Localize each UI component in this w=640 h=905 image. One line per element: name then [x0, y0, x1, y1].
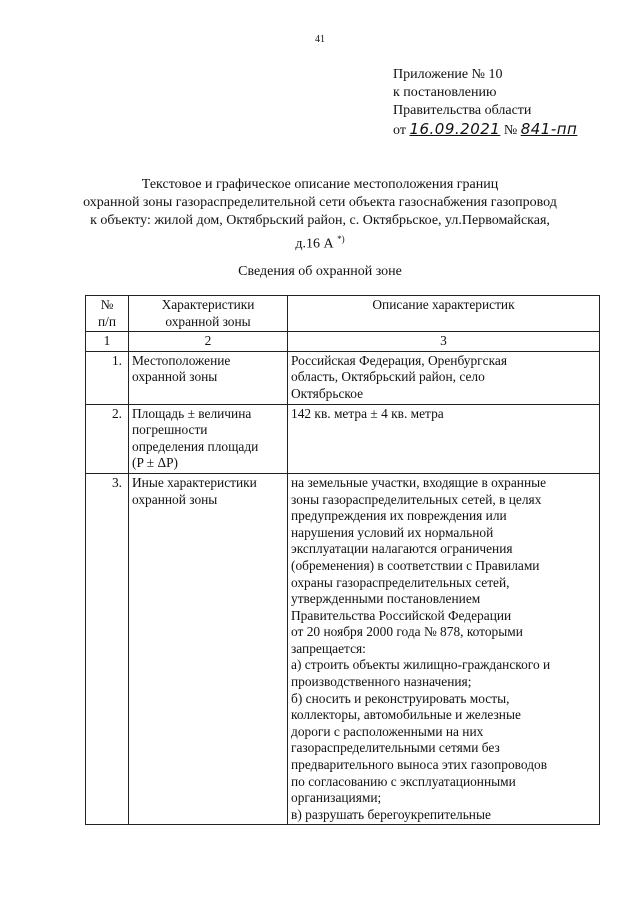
appendix-block — [393, 66, 577, 140]
desc-line: производственного назначения; — [291, 674, 472, 690]
row-characteristic — [129, 473, 288, 824]
desc-line: газораспределительными сетями без — [291, 740, 500, 756]
desc-line: область, Октябрьский район, село — [291, 369, 485, 385]
char-line: Иные характеристики — [132, 474, 257, 490]
desc-line: а) строить объекты жилищно-гражданского и — [291, 657, 551, 673]
row-characteristic — [129, 351, 288, 404]
desc-line: предварительного выноса этих газопроводов — [291, 757, 548, 773]
title-line — [60, 230, 580, 254]
handwritten-number: 841-пп — [520, 120, 578, 138]
row-characteristic — [129, 404, 288, 473]
char-line: Местоположение — [132, 352, 231, 368]
desc-line: 142 кв. метра ± 4 кв. метра — [291, 405, 444, 421]
document-title — [60, 176, 580, 254]
desc-line: утвержденными постановлением — [291, 591, 481, 607]
footnote-mark: *) — [337, 234, 345, 244]
char-line: погрешности — [132, 422, 208, 438]
header-num-line: п/п — [97, 313, 117, 329]
char-line: охранной зоны — [132, 491, 218, 507]
desc-line: Октябрьское — [291, 385, 364, 401]
index-cell: 3 — [288, 332, 600, 352]
desc-line: зоны газораспределительных сетей, в целях — [291, 491, 542, 507]
header-characteristics — [129, 296, 288, 332]
desc-line: эксплуатации налагаются ограничения — [291, 541, 513, 557]
desc-line: Правительства Российской Федерации — [291, 607, 512, 623]
description-text-block — [291, 475, 596, 823]
appendix-line: Правительства области — [393, 103, 532, 118]
date-prefix: от — [393, 123, 406, 138]
table-index-row — [86, 332, 600, 352]
desc-line: в) разрушать берегоукрепительные — [291, 806, 491, 822]
index-cell: 1 — [86, 332, 129, 352]
desc-line: дороги с расположенными на них — [291, 723, 484, 739]
title-line: Текстовое и графическое описание местоположения границ — [141, 177, 499, 192]
table-row — [86, 351, 600, 404]
desc-line: охраны газораспределительных сетей, — [291, 574, 510, 590]
row-description — [288, 473, 600, 824]
row-number: 1. — [86, 351, 129, 404]
title-line: охранной зоны газораспределительной сети объекта газоснабжения газопровод — [83, 195, 557, 210]
char-line: (P ± ΔP) — [132, 455, 178, 471]
table-row — [86, 473, 600, 824]
desc-line: Российская Федерация, Оренбургская — [291, 352, 507, 368]
desc-line: от 20 ноября 2000 года № 878, которыми — [291, 624, 523, 640]
char-line: Площадь ± величина — [132, 405, 252, 421]
appendix-line: к постановлению — [393, 85, 497, 100]
desc-line: по согласованию с эксплуатационными — [291, 773, 516, 789]
desc-line: организациями; — [291, 790, 382, 806]
title-address-end: д.16 А — [295, 236, 334, 252]
page-number: 41 — [315, 34, 325, 45]
desc-line: б) сносить и реконструировать мосты, — [291, 690, 510, 706]
header-num-line: № — [100, 297, 114, 312]
desc-line: на земельные участки, входящие в охранные — [291, 474, 547, 490]
row-description — [288, 404, 600, 473]
appendix-date-line — [393, 120, 577, 140]
handwritten-date: 16.09.2021 — [409, 120, 501, 138]
desc-line: (обременения) в соответствии с Правилами — [291, 557, 540, 573]
title-line: к объекту: жилой дом, Октябрьский район, с. Октябрьское, ул.Первомайская, — [90, 213, 550, 228]
header-char-line: охранной зоны — [165, 313, 251, 329]
table-row — [86, 404, 600, 473]
row-number: 3. — [86, 473, 129, 824]
row-description — [288, 351, 600, 404]
row-number: 2. — [86, 404, 129, 473]
header-char-line: Характеристики — [161, 297, 255, 312]
header-num — [86, 296, 129, 332]
desc-line: запрещается: — [291, 640, 366, 656]
header-description: Описание характеристик — [288, 296, 600, 332]
desc-line: коллекторы, автомобильные и железные — [291, 707, 521, 723]
desc-line: нарушения условий их нормальной — [291, 524, 494, 540]
char-line: определения площади — [132, 438, 259, 454]
number-prefix: № — [503, 123, 518, 138]
zone-info-table — [85, 295, 600, 825]
table-header-row — [86, 296, 600, 332]
char-line: охранной зоны — [132, 369, 218, 385]
appendix-line: Приложение № 10 — [393, 67, 503, 82]
section-title: Сведения об охранной зоне — [238, 264, 402, 279]
desc-line: предупреждения их повреждения или — [291, 508, 507, 524]
index-cell: 2 — [129, 332, 288, 352]
